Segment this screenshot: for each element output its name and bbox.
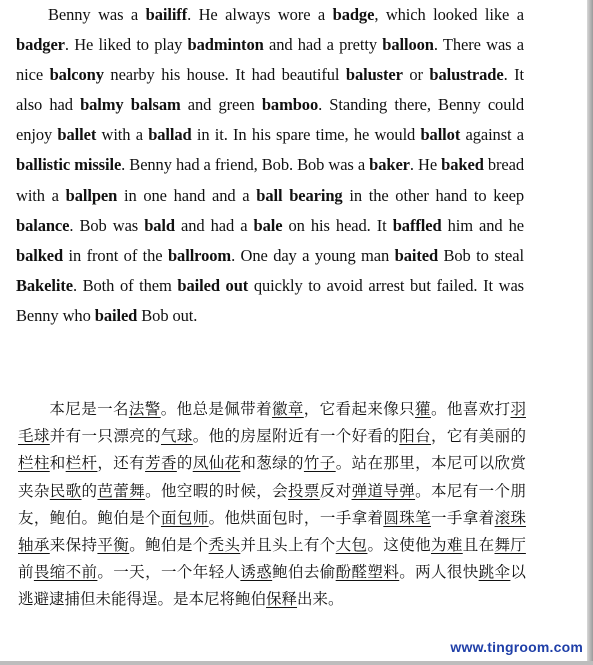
english-paragraph	[16, 0, 524, 331]
keyword: badger	[16, 35, 65, 55]
keyword: ballroom	[167, 245, 232, 265]
text-run: 且在	[462, 536, 495, 555]
keyword-translation: 畏缩不前	[33, 563, 98, 582]
text-run: . It also had	[16, 65, 524, 115]
text-run: . Benny had a friend, Bob. Bob was a	[121, 155, 370, 175]
text-run: . Both of them	[72, 275, 178, 295]
keyword: ballad	[148, 125, 192, 145]
text-run: in front of the	[63, 245, 168, 265]
text-run: 。一天，一个年轻人	[97, 563, 241, 582]
text-run: 。鲍伯是个	[129, 536, 209, 555]
keyword-translation: 阳台	[399, 427, 432, 446]
keyword: missile	[74, 155, 122, 175]
chinese-paragraph	[18, 396, 526, 614]
text-run: 。他喜欢打	[430, 400, 511, 418]
keyword: balcony	[49, 65, 104, 85]
keyword-translation: 秃头	[208, 536, 241, 555]
text-run: . There was a nice	[16, 35, 524, 85]
text-run: 。他空暇的时候，会	[145, 481, 289, 500]
text-run: 的	[81, 481, 98, 500]
text-run: 反对	[319, 481, 352, 500]
text-run: in one hand and a	[117, 185, 257, 205]
keyword-translation: 芳香	[145, 454, 177, 473]
text-run: against a	[460, 125, 524, 145]
keyword: ballot	[420, 125, 461, 145]
text-run: . He liked to play	[64, 35, 188, 55]
keyword-translation: 竹子	[303, 454, 336, 473]
text-run: 。他总是佩带着	[160, 400, 272, 418]
keyword: badminton	[187, 35, 264, 55]
keyword: ballistic	[16, 155, 71, 175]
text-run: . Standing there, Benny could enjoy	[16, 95, 524, 145]
text-run: ，还有	[97, 454, 146, 473]
keyword-translation: 凤仙花	[192, 454, 241, 473]
text-run: and had a	[174, 215, 254, 235]
text-run: 。站在那里，本尼可以欣赏夹杂	[18, 454, 526, 500]
text-run: 前	[18, 563, 34, 582]
keyword-translation: 獾	[415, 400, 431, 418]
text-run: 来保持	[49, 536, 98, 555]
english-paragraph-text	[16, 5, 524, 325]
keyword: ballet	[57, 125, 97, 145]
text-run: , which looked like a	[374, 5, 524, 24]
keyword: balance	[16, 215, 70, 235]
keyword-translation: 为难	[430, 536, 463, 555]
text-run: . Bob was	[69, 215, 145, 235]
text-run: bread with a	[16, 155, 525, 205]
text-run: and green	[180, 95, 262, 115]
keyword: balloon	[382, 35, 434, 55]
keyword-translation: 保释	[266, 590, 298, 609]
text-run: 鲍伯去偷	[272, 563, 336, 582]
keyword-translation: 平衡	[97, 536, 130, 555]
text-run: nearby his house. It had beautiful	[103, 65, 346, 85]
keyword-translation: 酚醛塑料	[335, 563, 400, 582]
keyword: Bakelite	[16, 275, 73, 295]
text-run: quickly to avoid arrest but failed. It was Benny who	[16, 275, 524, 325]
text-run: 。本尼有一个朋友，鲍伯。鲍伯是个	[18, 481, 526, 527]
keyword-translation: 栏柱	[18, 454, 50, 473]
keyword-translation: 气球	[160, 427, 193, 446]
text-run: 。他的房屋附近有一个好看的	[192, 427, 400, 446]
keyword-translation: 羽毛球	[18, 400, 526, 446]
keyword: bailed out	[177, 275, 249, 295]
keyword-translation: 诱惑	[240, 563, 273, 582]
keyword-translation: 民歌	[49, 481, 82, 500]
text-run: 的	[176, 454, 193, 473]
text-run: Benny was a	[48, 5, 146, 24]
keyword: bailed	[94, 305, 138, 325]
keyword: balsam	[130, 95, 181, 115]
keyword: bailiff	[145, 5, 188, 24]
text-run: 并且头上有个	[240, 536, 336, 555]
text-run: 。两人很快	[399, 563, 479, 582]
text-run: 。他烘面包时，一手拿着	[208, 508, 384, 527]
keyword: balustrade	[429, 65, 504, 85]
keyword: bamboo	[261, 95, 319, 115]
text-run: or	[402, 65, 430, 85]
text-run: . He always wore a	[187, 5, 333, 24]
text-run: . He	[409, 155, 442, 175]
keyword-translation: 弹道导弹	[351, 481, 416, 500]
keyword-translation: 滚珠轴承	[18, 508, 526, 555]
text-run: and had a pretty	[263, 35, 383, 55]
keyword-translation: 栏杆	[65, 454, 98, 473]
keyword-translation: 投票	[288, 481, 320, 500]
keyword-translation: 芭蕾舞	[97, 481, 146, 500]
text-run: Bob out.	[137, 305, 198, 325]
keyword-translation: 法警	[128, 400, 161, 418]
text-run	[124, 95, 131, 114]
text-run: in the other hand to keep	[342, 185, 524, 205]
keyword: ballpen	[65, 185, 118, 205]
text-run: ，它看起来像只	[303, 400, 416, 418]
text-run: 出来。	[297, 590, 344, 609]
keyword: bale	[253, 215, 283, 235]
keyword: balked	[16, 245, 64, 265]
keyword-translation: 跳伞	[478, 563, 511, 582]
text-run: him and he	[441, 215, 524, 235]
keyword-translation: 圆珠笔	[383, 508, 432, 527]
text-run: 并有一只漂亮的	[49, 427, 161, 446]
text-run: 。这使他	[367, 536, 431, 555]
keyword: badge	[332, 5, 375, 24]
keyword: baker	[369, 155, 410, 175]
text-run: 和	[49, 454, 66, 473]
keyword: baffled	[392, 215, 442, 235]
keyword: ball bearing	[256, 185, 343, 205]
window-edge-right	[587, 0, 593, 665]
keyword: balmy	[80, 95, 124, 115]
text-run: 本尼是一名	[49, 400, 129, 418]
text-run: 一手拿着	[431, 508, 495, 527]
text-run: . One day a young man	[231, 245, 395, 265]
keyword: baited	[394, 245, 439, 265]
keyword: bald	[144, 215, 175, 235]
text-run: 以逃避逮捕但未能得逞。是本尼将鲍伯	[18, 563, 526, 609]
text-run: on his head. It	[282, 215, 393, 235]
text-run: with a	[96, 125, 149, 145]
text-run: Bob to steal	[438, 245, 524, 265]
keyword-translation: 舞厅	[494, 536, 526, 555]
site-watermark: www.tingroom.com	[450, 639, 583, 655]
keyword: baluster	[345, 65, 403, 85]
text-run: in it. In his spare time, he would	[191, 125, 421, 145]
keyword-translation: 面包师	[160, 508, 209, 527]
window-edge-bottom	[0, 661, 593, 665]
keyword-translation: 大包	[335, 536, 368, 555]
text-run: ，它有美丽的	[431, 427, 526, 446]
keyword: baked	[441, 155, 484, 175]
text-run: 和葱绿的	[240, 454, 304, 473]
keyword-translation: 徽章	[271, 400, 304, 418]
chinese-paragraph-text	[18, 400, 526, 608]
